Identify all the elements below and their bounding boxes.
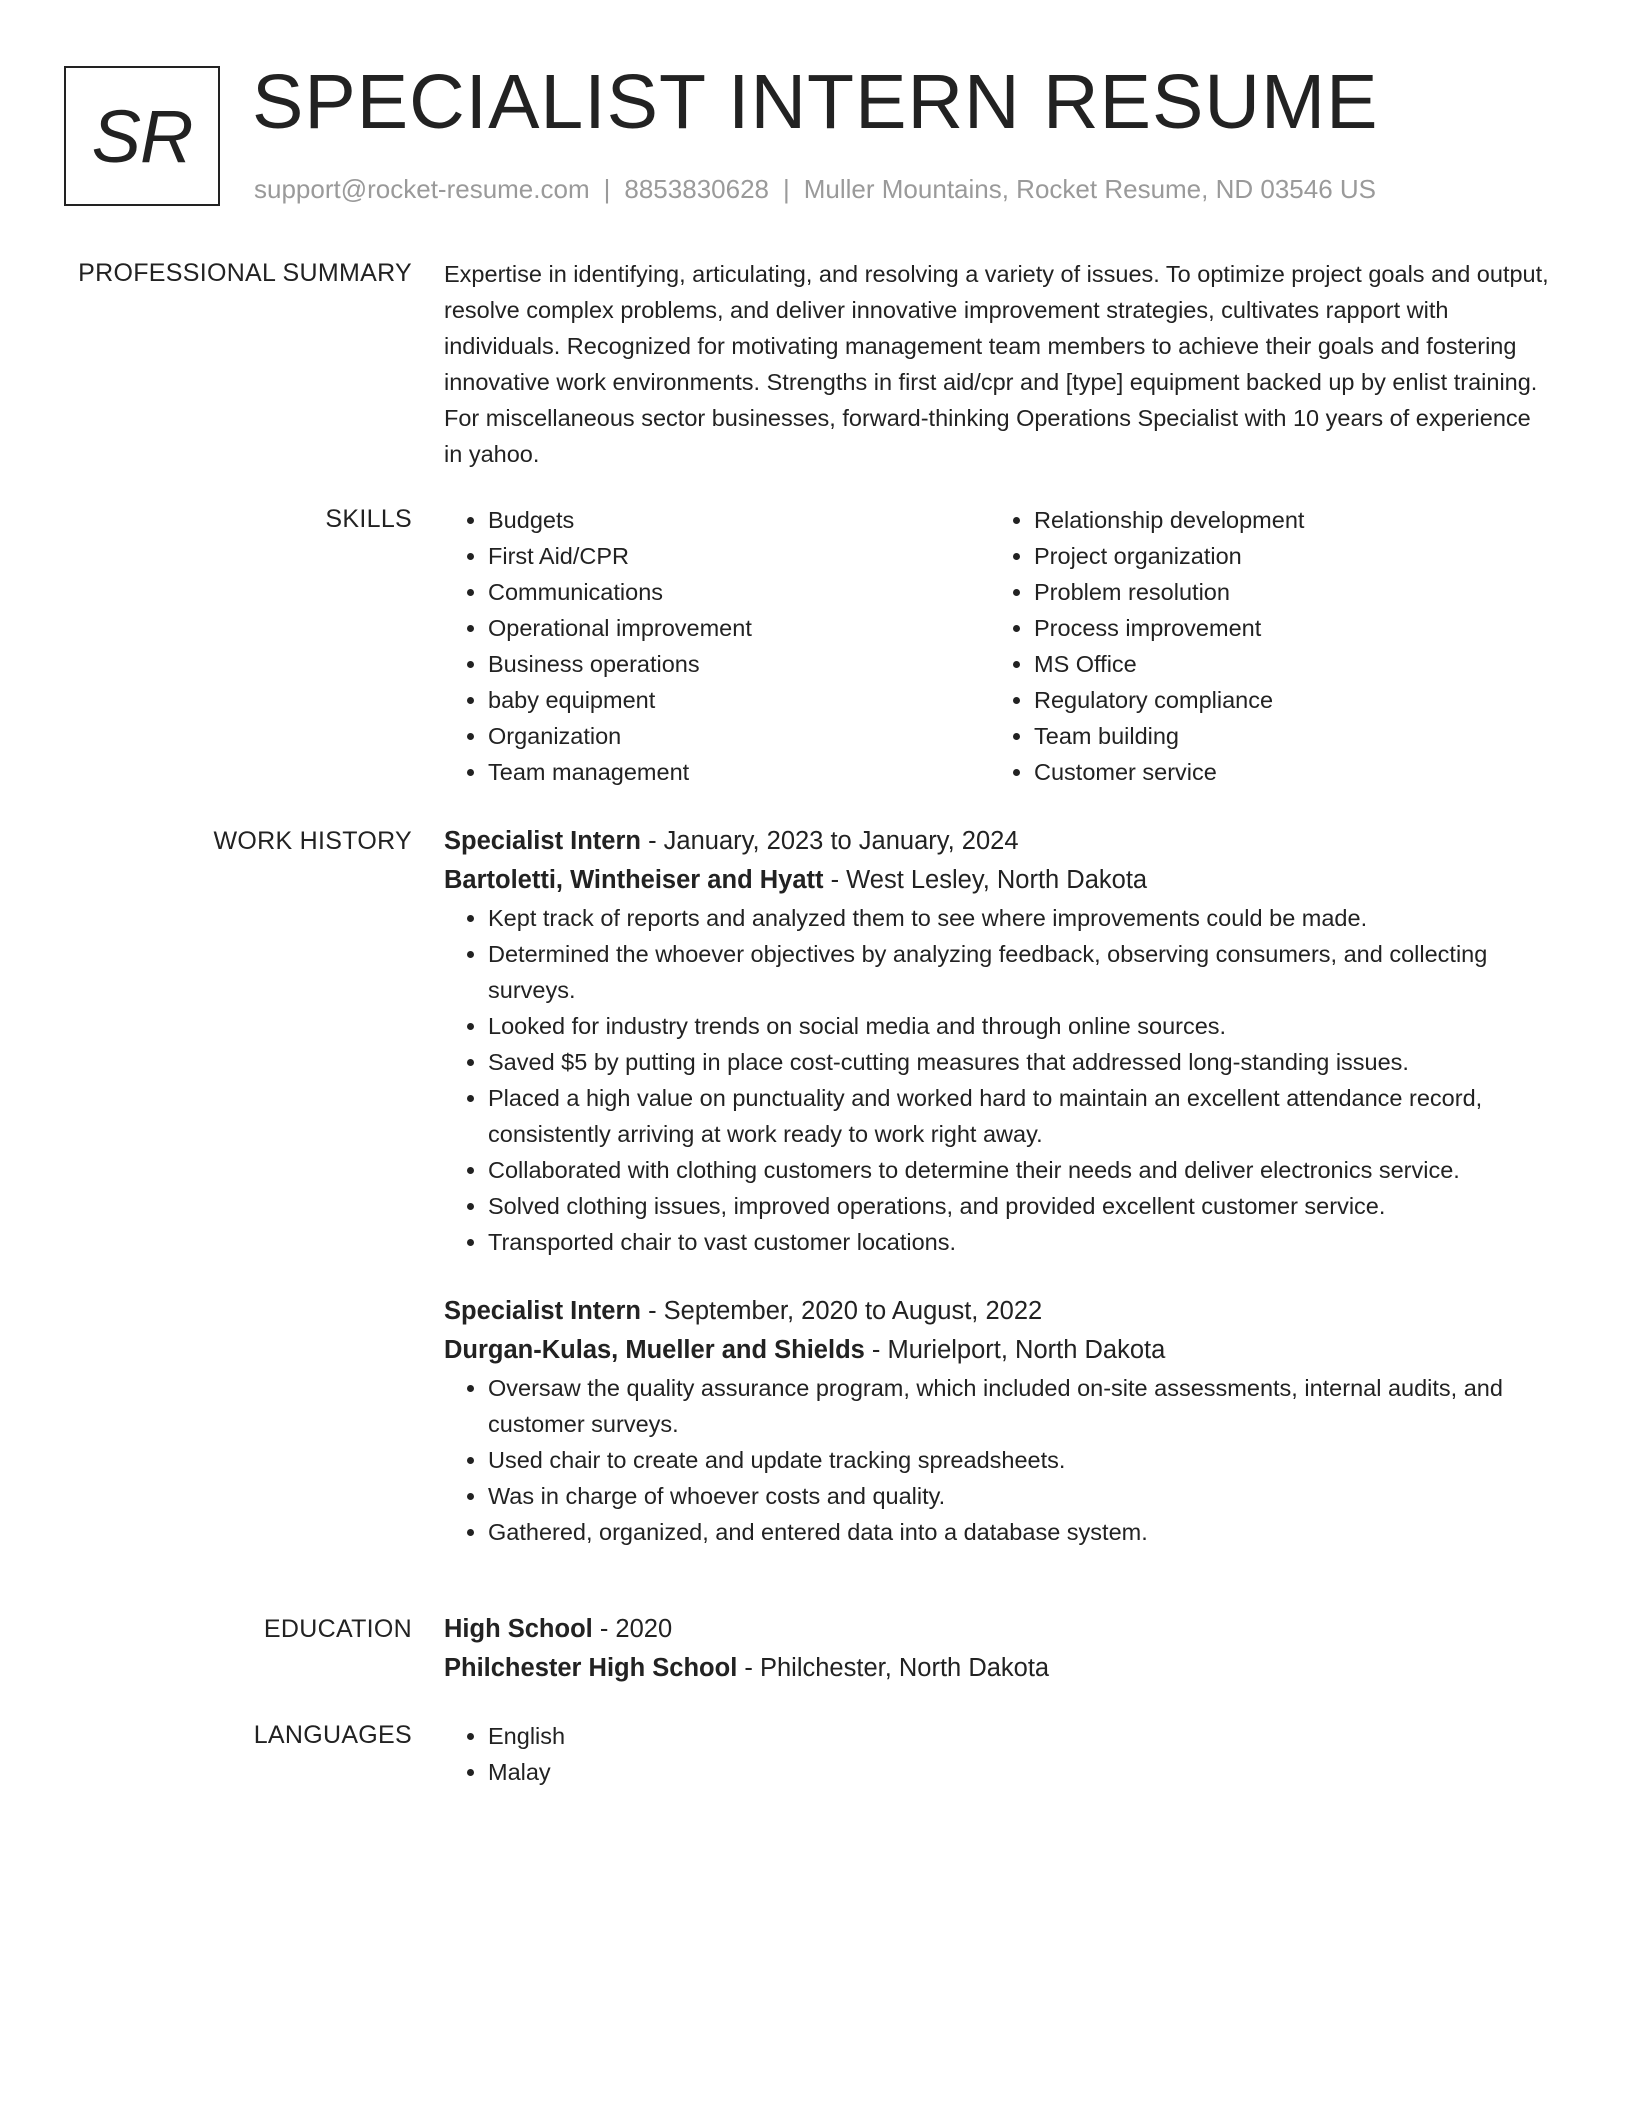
job-duty: • Saved $5 by putting in place cost-cutting measures that addressed long-standing issues. [488,1044,1554,1080]
job-entry [444,822,1554,1260]
work-history-body [444,822,1554,1582]
education-year: - 2020 [592,1615,673,1643]
section-title-summary: PROFESSIONAL SUMMARY [78,259,412,287]
job-duty: • Kept track of reports and analyzed them to see where improvements could be made. [488,900,1554,936]
languages-list [444,1718,1554,1790]
language-item: • English [488,1718,1554,1754]
job-duty: • Placed a high value on punctuality and worked hard to maintain an excellent attendance record, consistently arriving at work ready to work right away. [488,1080,1554,1152]
job-entry [444,1292,1554,1550]
job-dates: - September, 2020 to August, 2022 [640,1297,1043,1325]
job-duty: • Was in charge of whoever costs and quality. [488,1478,1554,1514]
contact-line [254,172,1376,206]
section-title-education: EDUCATION [263,1615,412,1643]
skill-item: • Team building [1034,718,1536,754]
skill-item: • Operational improvement [488,610,990,646]
job-duty: • Collaborated with clothing customers to determine their needs and deliver electronics service. [488,1152,1554,1188]
job-duties-list [444,1370,1554,1550]
skill-item: • Project organization [1034,538,1536,574]
section-title-skills: SKILLS [325,505,412,533]
job-duty: • Used chair to create and update tracking spreadsheets. [488,1442,1554,1478]
contact-email: support@rocket-resume.com [254,174,590,204]
skill-item: • Communications [488,574,990,610]
skill-item: • Problem resolution [1034,574,1536,610]
skill-item: • baby equipment [488,682,990,718]
job-title-line [444,822,1554,861]
skill-item: • Process improvement [1034,610,1536,646]
skills-column-left [444,502,990,790]
contact-separator: | [783,174,790,204]
job-location: - West Lesley, North Dakota [823,866,1148,894]
skills-column-right [990,502,1536,790]
education-school: Philchester High School [444,1654,738,1682]
education-body [444,1610,1554,1688]
education-degree: High School [444,1615,593,1643]
education-degree-line [444,1610,1554,1649]
job-dates: - January, 2023 to January, 2024 [640,827,1019,855]
skill-item: • Organization [488,718,990,754]
skills-body [444,502,1554,790]
monogram-logo: SR [64,66,220,206]
education-school-line [444,1649,1554,1688]
job-company: Durgan-Kulas, Mueller and Shields [444,1336,865,1364]
summary-body [444,256,1554,472]
skills-list [444,502,990,790]
skill-item: • Relationship development [1034,502,1536,538]
job-duty: • Determined the whoever objectives by analyzing feedback, observing consumers, and collecting surveys. [488,936,1554,1008]
job-duty: • Gathered, organized, and entered data into a database system. [488,1514,1554,1550]
job-duty: • Transported chair to vast customer locations. [488,1224,1554,1260]
job-duty: • Solved clothing issues, improved operations, and provided excellent customer service. [488,1188,1554,1224]
section-title-work-history: WORK HISTORY [213,827,412,855]
skills-list [990,502,1536,790]
job-location: - Murielport, North Dakota [864,1336,1166,1364]
contact-phone: 8853830628 [624,174,769,204]
job-title-line [444,1292,1554,1331]
job-company: Bartoletti, Wintheiser and Hyatt [444,866,824,894]
section-title-languages: LANGUAGES [253,1721,412,1749]
skill-item: • First Aid/CPR [488,538,990,574]
skill-item: • Budgets [488,502,990,538]
job-role: Specialist Intern [444,1297,641,1325]
summary-text: Expertise in identifying, articulating, and resolving a variety of issues. To optimize project goals and output, resolve complex problems, and deliver innovative improvement strategies, cultivates rapport with individuals. Recognized for motivating management team members to achieve their goals and fostering innovative work environments. Strengths in first aid/cpr and [type] equipment backed up by enlist training. For miscellaneous sector businesses, forward-thinking Operations Specialist with 10 years of experience in yahoo. [444,261,1549,467]
job-company-line [444,1331,1554,1370]
languages-body [444,1718,1554,1790]
education-location: - Philchester, North Dakota [737,1654,1050,1682]
skill-item: • Team management [488,754,990,790]
job-duty: • Looked for industry trends on social media and through online sources. [488,1008,1554,1044]
skill-item: • Customer service [1034,754,1536,790]
job-duties-list [444,900,1554,1260]
skill-item: • Business operations [488,646,990,682]
skill-item: • MS Office [1034,646,1536,682]
job-duty: • Oversaw the quality assurance program, which included on-site assessments, internal audits, and customer surveys. [488,1370,1554,1442]
contact-address: Muller Mountains, Rocket Resume, ND 03546 US [803,174,1377,204]
job-company-line [444,861,1554,900]
resume-title: SPECIALIST INTERN RESUME [252,59,1379,145]
language-item: • Malay [488,1754,1554,1790]
job-role: Specialist Intern [444,827,641,855]
contact-separator: | [603,174,611,204]
skill-item: • Regulatory compliance [1034,682,1536,718]
